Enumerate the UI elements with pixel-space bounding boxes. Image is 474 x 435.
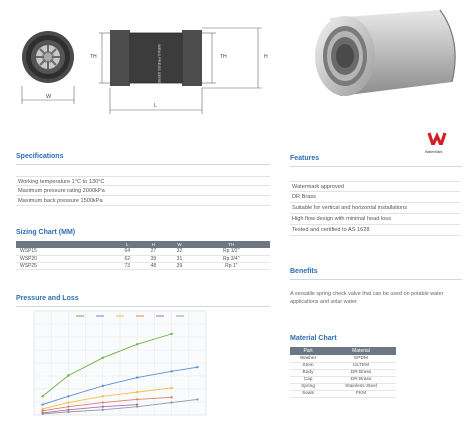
chart-data-point [41, 403, 43, 405]
spec-item: Maximum back pressure 1500kPa [16, 196, 270, 206]
pressure-loss-chart [16, 305, 212, 425]
table-cell: DR Brass [326, 369, 396, 376]
features-title: Features [290, 155, 320, 162]
chart-data-point [67, 409, 69, 411]
features-rule [290, 166, 462, 167]
spec-item: Maximum pressure rating 2000kPa [16, 186, 270, 196]
table-cell: Stem [290, 362, 326, 369]
sizing-chart-title: Sizing Chart (MM) [16, 229, 76, 236]
chart-data-point [67, 411, 69, 413]
chart-data-point [196, 366, 198, 368]
chart-data-point [41, 395, 43, 397]
chart-data-point [136, 403, 138, 405]
chart-data-point [41, 410, 43, 412]
table-cell: Rp 3/4" [193, 255, 271, 262]
specifications-title: Specifications [16, 153, 64, 160]
product-photo [315, 10, 455, 96]
table-row [290, 383, 396, 390]
valve-side-view [110, 30, 202, 86]
material-header-cell: Part [290, 347, 326, 355]
table-cell: WSP15 [16, 248, 114, 255]
table-row [290, 362, 396, 369]
chart-data-point [170, 370, 172, 372]
sizing-header-cell [16, 241, 114, 248]
material-header-cell: Material [326, 347, 396, 355]
table-cell: 39 [140, 255, 166, 262]
sizing-header-cell: L [114, 241, 140, 248]
chart-data-point [67, 401, 69, 403]
table-cell: Body [290, 369, 326, 376]
chart-data-point [136, 343, 138, 345]
watermark-logo [429, 133, 445, 145]
table-cell: EPDM [326, 355, 396, 362]
pressure-loss-title: Pressure and Loss [16, 295, 79, 302]
table-row [290, 376, 396, 383]
chart-data-point [102, 409, 104, 411]
sizing-header-cell: H [140, 241, 166, 248]
chart-data-point [136, 405, 138, 407]
table-cell: DR Brass [326, 376, 396, 383]
table-cell: Rp 1/2" [193, 248, 271, 255]
dim-w-label: W [46, 94, 52, 100]
table-cell: 32 [166, 248, 192, 255]
dim-th-left-label: TH [90, 54, 97, 60]
chart-data-point [136, 398, 138, 400]
chart-data-point [41, 413, 43, 415]
feature-item: Tested and certified to AS 1628 [290, 225, 460, 236]
table-cell: Seals [290, 390, 326, 397]
feature-item: Watermark approved [290, 181, 460, 192]
table-cell: 73 [114, 262, 140, 269]
material-table [290, 347, 396, 398]
material-chart-title: Material Chart [290, 335, 337, 342]
table-cell: FKM [326, 390, 396, 397]
chart-data-point [102, 357, 104, 359]
table-cell: 27 [140, 248, 166, 255]
spec-item: Working temperature 1°C to 130°C [16, 176, 270, 186]
table-row [16, 255, 270, 262]
chart-data-point [136, 376, 138, 378]
dim-h-label: H [264, 54, 268, 60]
table-row [16, 248, 270, 255]
sizing-header-row [16, 241, 270, 248]
benefits-text: A versatile spring check valve that can be used on potable water applications and solar water. [290, 291, 444, 305]
table-cell: ULTEM [326, 362, 396, 369]
benefits-rule [290, 279, 462, 280]
feature-item: DR Brass [290, 192, 460, 203]
specifications-list [16, 176, 270, 206]
dim-th-right-label: TH [220, 54, 227, 60]
chart-data-point [170, 396, 172, 398]
material-header-row [290, 347, 396, 355]
chart-data-point [196, 398, 198, 400]
watermark-logo-label: WaterMark [425, 150, 443, 154]
table-row [290, 369, 396, 376]
table-cell: Stainless Steel [326, 383, 396, 390]
table-cell: 31 [166, 255, 192, 262]
feature-item: High flow design with minimal head loss [290, 214, 460, 225]
table-cell: Rp 1" [193, 262, 271, 269]
chart-data-point [170, 387, 172, 389]
table-row [290, 355, 396, 362]
technical-drawing [0, 0, 474, 145]
valve-marking-text: WRAS PRESS SERIES [157, 44, 162, 87]
chart-data-point [136, 391, 138, 393]
table-cell: Washer [290, 355, 326, 362]
chart-data-point [67, 374, 69, 376]
specifications-rule [16, 164, 270, 165]
chart-data-point [67, 395, 69, 397]
table-cell: 39 [166, 262, 192, 269]
features-list [290, 181, 460, 236]
table-cell: Cap [290, 376, 326, 383]
chart-data-point [102, 395, 104, 397]
table-cell: 64 [114, 248, 140, 255]
table-cell: WSP20 [16, 255, 114, 262]
table-cell: Spring [290, 383, 326, 390]
chart-data-point [170, 401, 172, 403]
table-row [290, 390, 396, 397]
dim-l-label: L [154, 103, 157, 109]
feature-item: Suitable for vertical and horizontal installations [290, 203, 460, 214]
chart-data-point [102, 401, 104, 403]
table-cell: WSP25 [16, 262, 114, 269]
chart-data-point [102, 405, 104, 407]
sizing-table [16, 241, 270, 270]
table-cell: 48 [140, 262, 166, 269]
sizing-header-cell: TH [193, 241, 271, 248]
chart-data-point [67, 405, 69, 407]
chart-data-point [102, 385, 104, 387]
chart-data-point [170, 333, 172, 335]
sizing-header-cell: W [166, 241, 192, 248]
table-row [16, 262, 270, 269]
benefits-title: Benefits [290, 268, 318, 275]
chart-data-point [41, 408, 43, 410]
valve-end-view [22, 31, 74, 83]
table-cell: 62 [114, 255, 140, 262]
